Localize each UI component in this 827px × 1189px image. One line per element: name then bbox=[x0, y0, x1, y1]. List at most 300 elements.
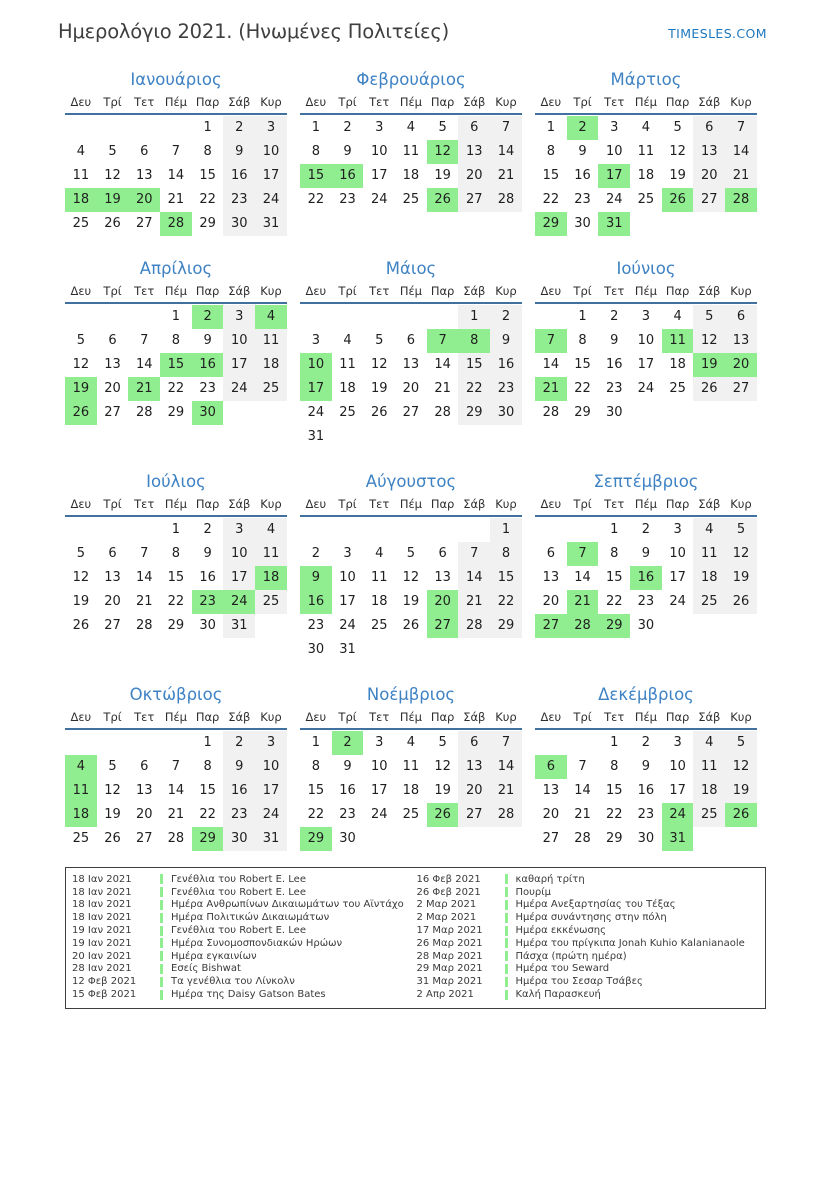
month-title: Ιανουάριος bbox=[130, 70, 222, 89]
month-grid bbox=[65, 93, 287, 236]
day-cell: 21 bbox=[135, 594, 153, 609]
day-cell: 1 bbox=[578, 309, 587, 324]
weekday-header: Δευ bbox=[305, 710, 327, 724]
weekday-header: Κυρ bbox=[730, 284, 752, 298]
day-cell: 24 bbox=[662, 803, 694, 827]
day-cell: 1 bbox=[203, 735, 212, 750]
day-cell: 21 bbox=[458, 590, 490, 614]
day-cell: 6 bbox=[108, 333, 117, 348]
weekday-header: Πέμ bbox=[634, 497, 657, 511]
day-cell: 16 bbox=[223, 779, 255, 803]
month-1 bbox=[65, 69, 287, 236]
day-cell: 9 bbox=[223, 755, 255, 779]
day-cell: 15 bbox=[458, 353, 490, 377]
day-cell: 5 bbox=[693, 305, 725, 329]
day-cell: 4 bbox=[693, 731, 725, 755]
empty-cell bbox=[535, 305, 567, 329]
day-cell: 29 bbox=[535, 212, 567, 236]
day-cell: 11 bbox=[255, 329, 287, 353]
weekday-header: Δευ bbox=[305, 284, 327, 298]
day-cell: 13 bbox=[104, 357, 121, 372]
day-cell: 23 bbox=[574, 192, 591, 207]
day-cell: 4 bbox=[255, 305, 287, 329]
weekday-header: Σάβ bbox=[463, 497, 486, 511]
day-cell: 8 bbox=[311, 759, 320, 774]
day-cell: 28 bbox=[434, 405, 451, 420]
day-cell: 16 bbox=[339, 783, 356, 798]
day-cell: 18 bbox=[255, 566, 287, 590]
empty-cell bbox=[395, 827, 427, 851]
legend-label: Ημέρα συνάντησης στην πόλη bbox=[515, 912, 667, 924]
month-10 bbox=[65, 684, 287, 851]
day-cell: 23 bbox=[605, 381, 623, 396]
weekday-header: Τετ bbox=[134, 284, 155, 298]
weekday-header: Κυρ bbox=[495, 497, 517, 511]
day-cell: 9 bbox=[578, 144, 587, 159]
day-cell: 13 bbox=[402, 357, 420, 372]
day-cell: 25 bbox=[669, 381, 686, 396]
day-cell: 17 bbox=[223, 566, 255, 590]
holiday-marker-icon bbox=[505, 951, 508, 961]
day-cell: 24 bbox=[637, 381, 655, 396]
month-title: Απρίλιος bbox=[139, 259, 213, 278]
day-cell: 28 bbox=[458, 614, 490, 638]
day-cell: 22 bbox=[574, 381, 591, 396]
day-cell: 15 bbox=[300, 164, 332, 188]
day-cell: 29 bbox=[192, 827, 224, 851]
day-cell: 22 bbox=[307, 192, 325, 207]
day-cell: 6 bbox=[546, 546, 555, 561]
day-cell: 16 bbox=[300, 590, 332, 614]
day-cell: 26 bbox=[427, 803, 459, 827]
legend-label: Ημέρα της Daisy Gatson Bates bbox=[171, 989, 326, 1001]
weekday-header: Παρ bbox=[430, 710, 455, 724]
day-cell: 27 bbox=[104, 618, 121, 633]
day-cell: 14 bbox=[574, 783, 591, 798]
legend-label: Καλή Παρασκευή bbox=[515, 989, 601, 1001]
day-cell: 11 bbox=[693, 755, 725, 779]
day-cell: 27 bbox=[427, 614, 459, 638]
weekday-header: Δευ bbox=[70, 710, 92, 724]
legend-label: Ημέρα Ανεξαρτησίας του Τέξας bbox=[515, 899, 676, 911]
day-cell: 9 bbox=[343, 759, 352, 774]
day-cell: 5 bbox=[76, 333, 85, 348]
day-cell: 8 bbox=[171, 546, 181, 561]
day-cell: 27 bbox=[458, 188, 490, 212]
month-grid bbox=[65, 282, 287, 425]
empty-cell bbox=[693, 827, 725, 851]
day-cell: 23 bbox=[637, 594, 655, 609]
day-cell: 26 bbox=[65, 401, 97, 425]
day-cell: 15 bbox=[490, 566, 522, 590]
day-cell: 26 bbox=[662, 188, 694, 212]
day-cell: 4 bbox=[693, 518, 725, 542]
legend-row bbox=[72, 963, 417, 976]
day-cell: 5 bbox=[76, 546, 85, 561]
empty-cell bbox=[458, 518, 490, 542]
day-cell: 4 bbox=[406, 120, 416, 135]
weekday-header: Κυρ bbox=[495, 95, 517, 109]
weekday-header: Δευ bbox=[540, 710, 562, 724]
weekday-header: Σάβ bbox=[228, 284, 251, 298]
day-cell: 7 bbox=[490, 731, 522, 755]
day-cell: 10 bbox=[300, 353, 332, 377]
day-cell: 28 bbox=[574, 831, 591, 846]
legend-date: 2 Μαρ 2021 bbox=[416, 912, 477, 924]
day-cell: 29 bbox=[300, 827, 332, 851]
page-title: Ημερολόγιο 2021. (Ηνωμένες Πολιτείες) bbox=[58, 20, 449, 43]
day-cell: 27 bbox=[693, 188, 725, 212]
day-cell: 23 bbox=[339, 192, 356, 207]
weekday-header: Τετ bbox=[604, 497, 625, 511]
weekday-header: Τρί bbox=[103, 710, 122, 724]
day-cell: 23 bbox=[490, 377, 522, 401]
day-cell: 1 bbox=[490, 518, 522, 542]
day-cell: 24 bbox=[605, 192, 623, 207]
day-cell: 28 bbox=[135, 618, 153, 633]
legend-row bbox=[72, 950, 417, 963]
day-cell: 11 bbox=[370, 570, 388, 585]
day-cell: 15 bbox=[542, 168, 560, 183]
day-cell: 13 bbox=[135, 783, 153, 798]
day-cell: 20 bbox=[128, 188, 160, 212]
day-cell: 9 bbox=[343, 144, 352, 159]
legend-date: 31 Μαρ 2021 bbox=[416, 976, 483, 988]
day-cell: 30 bbox=[637, 831, 655, 846]
day-cell: 29 bbox=[605, 831, 623, 846]
day-cell: 5 bbox=[108, 144, 117, 159]
day-cell: 23 bbox=[192, 590, 224, 614]
weekday-header: Σάβ bbox=[698, 497, 721, 511]
day-cell: 5 bbox=[406, 546, 416, 561]
day-cell: 27 bbox=[725, 377, 757, 401]
day-cell: 3 bbox=[311, 333, 320, 348]
day-cell: 31 bbox=[255, 827, 287, 851]
day-cell: 1 bbox=[546, 120, 555, 135]
day-cell: 16 bbox=[199, 570, 216, 585]
empty-cell bbox=[97, 116, 129, 140]
empty-cell bbox=[490, 827, 522, 851]
day-cell: 23 bbox=[307, 618, 325, 633]
day-cell: 13 bbox=[693, 140, 725, 164]
legend-row bbox=[417, 950, 762, 963]
month-grid bbox=[535, 93, 757, 236]
timesles-link[interactable]: TIMESLES.COM bbox=[668, 26, 767, 41]
day-cell: 16 bbox=[605, 357, 623, 372]
weekday-header: Δευ bbox=[70, 95, 92, 109]
day-cell: 1 bbox=[458, 305, 490, 329]
day-cell: 6 bbox=[693, 116, 725, 140]
month-grid bbox=[300, 93, 522, 212]
weekday-header: Τρί bbox=[573, 95, 592, 109]
month-grid bbox=[535, 708, 757, 851]
day-cell: 31 bbox=[339, 642, 356, 657]
holiday-marker-icon bbox=[505, 887, 508, 897]
weekday-header: Πέμ bbox=[399, 710, 422, 724]
day-cell: 8 bbox=[203, 759, 212, 774]
empty-cell bbox=[97, 731, 129, 755]
day-cell: 9 bbox=[610, 333, 619, 348]
day-cell: 8 bbox=[610, 759, 619, 774]
legend-row bbox=[417, 963, 762, 976]
empty-cell bbox=[128, 731, 160, 755]
day-cell: 25 bbox=[339, 405, 356, 420]
day-cell: 14 bbox=[574, 570, 591, 585]
day-cell: 12 bbox=[725, 755, 757, 779]
day-cell: 1 bbox=[171, 522, 181, 537]
day-cell: 10 bbox=[223, 329, 255, 353]
day-cell: 24 bbox=[223, 377, 255, 401]
weekday-underline bbox=[300, 728, 522, 730]
empty-cell bbox=[427, 305, 459, 329]
legend-date: 16 Φεβ 2021 bbox=[416, 873, 481, 885]
day-cell: 17 bbox=[255, 164, 287, 188]
holiday-marker-icon bbox=[505, 874, 508, 884]
day-cell: 18 bbox=[669, 357, 686, 372]
legend-date: 26 Φεβ 2021 bbox=[416, 886, 481, 898]
legend-date: 29 Μαρ 2021 bbox=[416, 963, 483, 975]
day-cell: 6 bbox=[108, 546, 117, 561]
weekday-header: Τετ bbox=[604, 284, 625, 298]
weekday-header: Τετ bbox=[369, 710, 390, 724]
day-cell: 28 bbox=[567, 614, 599, 638]
day-cell: 21 bbox=[434, 381, 451, 396]
day-cell: 13 bbox=[725, 329, 757, 353]
day-cell: 8 bbox=[203, 144, 212, 159]
day-cell: 2 bbox=[641, 522, 651, 537]
weekday-header: Πέμ bbox=[164, 284, 187, 298]
legend-label: Ημέρα Ανθρωπίνων Δικαιωμάτων του Αϊντάχο bbox=[171, 899, 404, 911]
day-cell: 21 bbox=[490, 164, 522, 188]
day-cell: 7 bbox=[535, 329, 567, 353]
day-cell: 12 bbox=[427, 140, 459, 164]
day-cell: 16 bbox=[223, 164, 255, 188]
empty-cell bbox=[725, 212, 757, 236]
weekday-header: Κυρ bbox=[730, 95, 752, 109]
weekday-header: Πέμ bbox=[164, 497, 187, 511]
day-cell: 28 bbox=[542, 405, 560, 420]
day-cell: 6 bbox=[140, 759, 149, 774]
legend-date: 19 Ιαν 2021 bbox=[72, 937, 132, 949]
day-cell: 26 bbox=[72, 618, 90, 633]
day-cell: 9 bbox=[641, 546, 651, 561]
day-cell: 26 bbox=[104, 216, 121, 231]
weekday-header: Τετ bbox=[369, 95, 390, 109]
legend-label: Ημέρα του Σεσαρ Τσάβες bbox=[515, 976, 643, 988]
day-cell: 11 bbox=[339, 357, 356, 372]
day-cell: 16 bbox=[574, 168, 591, 183]
day-cell: 29 bbox=[490, 614, 522, 638]
day-cell: 26 bbox=[693, 377, 725, 401]
weekday-underline bbox=[535, 302, 757, 304]
weekday-header: Κυρ bbox=[260, 710, 282, 724]
day-cell: 17 bbox=[669, 570, 686, 585]
day-cell: 15 bbox=[307, 783, 325, 798]
weekday-header: Σάβ bbox=[698, 710, 721, 724]
weekday-header: Πέμ bbox=[164, 710, 187, 724]
day-cell: 12 bbox=[434, 759, 451, 774]
legend-date: 18 Ιαν 2021 bbox=[72, 912, 132, 924]
day-cell: 18 bbox=[65, 803, 97, 827]
day-cell: 7 bbox=[140, 333, 149, 348]
legend-date: 18 Ιαν 2021 bbox=[72, 899, 132, 911]
day-cell: 29 bbox=[458, 401, 490, 425]
day-cell: 30 bbox=[637, 618, 655, 633]
day-cell: 17 bbox=[669, 783, 686, 798]
day-cell: 10 bbox=[669, 546, 686, 561]
day-cell: 12 bbox=[72, 357, 90, 372]
day-cell: 18 bbox=[402, 783, 420, 798]
legend-label: καθαρή τρίτη bbox=[515, 873, 585, 885]
day-cell: 9 bbox=[223, 140, 255, 164]
day-cell: 2 bbox=[203, 522, 212, 537]
day-cell: 17 bbox=[223, 353, 255, 377]
weekday-header: Τρί bbox=[338, 95, 357, 109]
legend-date: 15 Φεβ 2021 bbox=[72, 989, 137, 1001]
day-cell: 16 bbox=[192, 353, 224, 377]
legend-date: 2 Απρ 2021 bbox=[416, 989, 474, 1001]
legend-date: 18 Ιαν 2021 bbox=[72, 873, 132, 885]
day-cell: 10 bbox=[637, 333, 655, 348]
day-cell: 4 bbox=[255, 518, 287, 542]
day-cell: 2 bbox=[490, 305, 522, 329]
day-cell: 13 bbox=[135, 168, 153, 183]
empty-cell bbox=[65, 305, 97, 329]
day-cell: 3 bbox=[673, 735, 682, 750]
day-cell: 27 bbox=[135, 216, 153, 231]
weekday-header: Σάβ bbox=[228, 95, 251, 109]
day-cell: 14 bbox=[490, 755, 522, 779]
month-3 bbox=[535, 69, 757, 236]
day-cell: 4 bbox=[375, 546, 384, 561]
day-cell: 25 bbox=[72, 216, 90, 231]
day-cell: 30 bbox=[339, 831, 356, 846]
day-cell: 12 bbox=[72, 570, 90, 585]
holiday-marker-icon bbox=[160, 938, 163, 948]
weekday-header: Τετ bbox=[134, 95, 155, 109]
empty-cell bbox=[458, 638, 490, 662]
day-cell: 20 bbox=[542, 807, 560, 822]
empty-cell bbox=[300, 305, 332, 329]
day-cell: 12 bbox=[104, 783, 121, 798]
day-cell: 11 bbox=[402, 759, 420, 774]
day-cell: 4 bbox=[343, 333, 352, 348]
legend-label: Ημέρα εκκένωσης bbox=[515, 925, 607, 937]
day-cell: 11 bbox=[637, 144, 655, 159]
day-cell: 3 bbox=[223, 305, 255, 329]
day-cell: 23 bbox=[223, 188, 255, 212]
day-cell: 23 bbox=[223, 803, 255, 827]
day-cell: 14 bbox=[542, 357, 560, 372]
day-cell: 26 bbox=[370, 405, 388, 420]
weekday-header: Τετ bbox=[369, 497, 390, 511]
weekday-header: Κυρ bbox=[495, 710, 517, 724]
weekday-header: Τρί bbox=[103, 284, 122, 298]
empty-cell bbox=[395, 305, 427, 329]
day-cell: 17 bbox=[598, 164, 630, 188]
day-cell: 8 bbox=[610, 546, 619, 561]
day-cell: 10 bbox=[669, 759, 686, 774]
month-6 bbox=[535, 258, 757, 425]
legend-date: 2 Μαρ 2021 bbox=[416, 899, 477, 911]
month-12 bbox=[535, 684, 757, 851]
day-cell: 19 bbox=[434, 783, 451, 798]
weekday-header: Σάβ bbox=[463, 710, 486, 724]
day-cell: 24 bbox=[370, 192, 388, 207]
day-cell: 14 bbox=[135, 357, 153, 372]
empty-cell bbox=[128, 518, 160, 542]
weekday-header: Τετ bbox=[604, 95, 625, 109]
holiday-marker-icon bbox=[160, 887, 163, 897]
legend-row bbox=[72, 873, 417, 886]
weekday-header: Δευ bbox=[540, 284, 562, 298]
day-cell: 1 bbox=[610, 522, 619, 537]
day-cell: 22 bbox=[490, 590, 522, 614]
legend-label: Γενέθλια του Robert E. Lee bbox=[171, 873, 306, 885]
day-cell: 20 bbox=[542, 594, 560, 609]
day-cell: 2 bbox=[567, 116, 599, 140]
holiday-marker-icon bbox=[505, 990, 508, 1000]
day-cell: 14 bbox=[167, 783, 185, 798]
day-cell: 13 bbox=[542, 783, 560, 798]
empty-cell bbox=[223, 401, 255, 425]
day-cell: 20 bbox=[427, 590, 459, 614]
day-cell: 25 bbox=[402, 192, 420, 207]
weekday-header: Παρ bbox=[195, 95, 220, 109]
day-cell: 3 bbox=[255, 116, 287, 140]
day-cell: 27 bbox=[458, 803, 490, 827]
holiday-marker-icon bbox=[160, 926, 163, 936]
legend-row bbox=[417, 924, 762, 937]
day-cell: 11 bbox=[402, 144, 420, 159]
empty-cell bbox=[630, 212, 662, 236]
day-cell: 4 bbox=[76, 144, 85, 159]
day-cell: 11 bbox=[255, 542, 287, 566]
empty-cell bbox=[662, 401, 694, 425]
weekday-header: Τρί bbox=[573, 710, 592, 724]
legend-label: Ημέρα του Seward bbox=[515, 963, 610, 975]
day-cell: 27 bbox=[135, 831, 153, 846]
day-cell: 2 bbox=[192, 305, 224, 329]
legend-row bbox=[72, 937, 417, 950]
day-cell: 8 bbox=[546, 144, 555, 159]
month-title: Δεκέμβριος bbox=[598, 685, 694, 704]
empty-cell bbox=[65, 731, 97, 755]
day-cell: 30 bbox=[192, 401, 224, 425]
day-cell: 22 bbox=[199, 192, 216, 207]
day-cell: 19 bbox=[370, 381, 388, 396]
day-cell: 1 bbox=[311, 735, 320, 750]
day-cell: 3 bbox=[223, 518, 255, 542]
day-cell: 7 bbox=[140, 546, 149, 561]
day-cell: 1 bbox=[610, 735, 619, 750]
day-cell: 27 bbox=[402, 405, 420, 420]
day-cell: 7 bbox=[171, 759, 181, 774]
day-cell: 6 bbox=[406, 333, 416, 348]
month-title: Οκτώβριος bbox=[129, 685, 223, 704]
weekday-header: Παρ bbox=[195, 497, 220, 511]
day-cell: 5 bbox=[673, 120, 682, 135]
weekday-header: Τρί bbox=[338, 497, 357, 511]
day-cell: 25 bbox=[402, 807, 420, 822]
empty-cell bbox=[693, 212, 725, 236]
weekday-header: Πέμ bbox=[634, 710, 657, 724]
weekday-header: Σάβ bbox=[228, 710, 251, 724]
weekday-header: Σάβ bbox=[463, 284, 486, 298]
day-cell: 6 bbox=[458, 731, 490, 755]
day-cell: 20 bbox=[725, 353, 757, 377]
day-cell: 18 bbox=[339, 381, 356, 396]
